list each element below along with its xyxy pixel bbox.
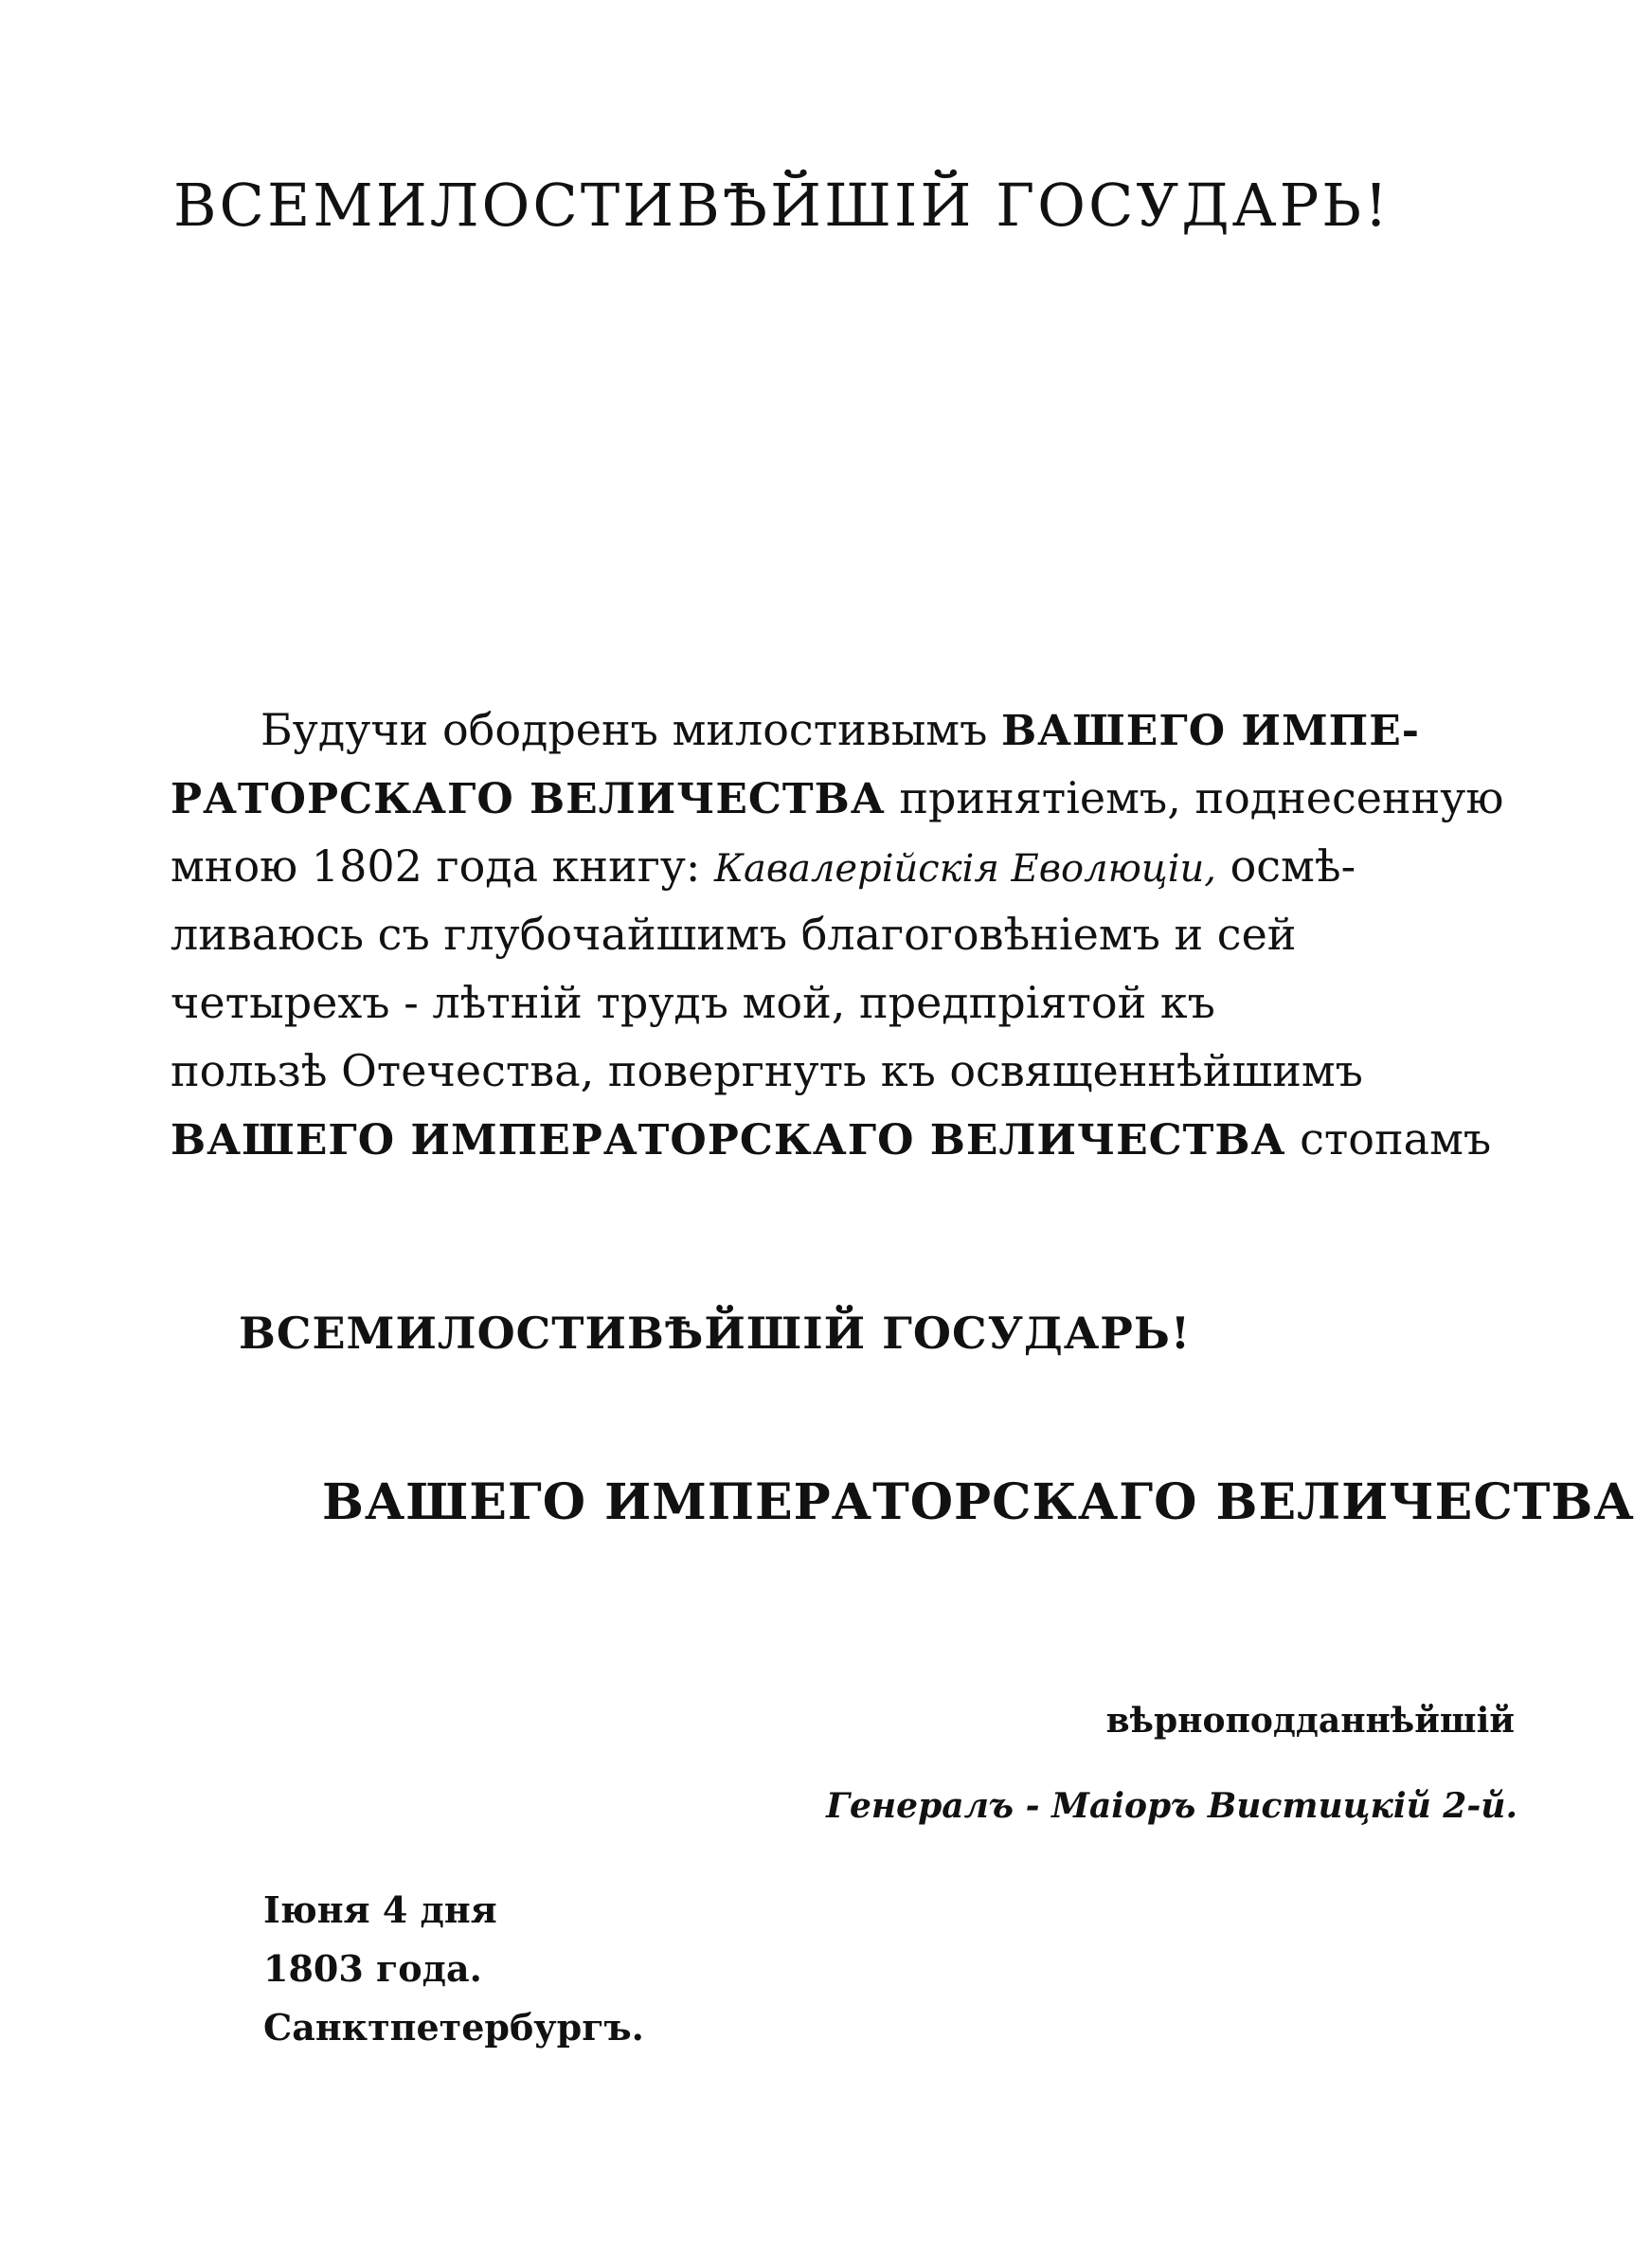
paragraph-segment: ливаюсь съ глубочайшимъ благоговѣніемъ и сей: [171, 909, 1297, 960]
page-heading: ВСЕМИЛОСТИВѢЙШІЙ ГОСУДАРЬ!: [173, 171, 1392, 240]
date-line: Іюня 4 дня: [263, 1888, 497, 1931]
paragraph-segment: ВАШЕГО ИМПЕРАТОРСКАГО ВЕЛИЧЕСТВА: [171, 1116, 1286, 1165]
majesty-line: ВАШЕГО ИМПЕРАТОРСКАГО ВЕЛИЧЕСТВА: [322, 1473, 1635, 1531]
place-line: Санктпетербургъ.: [263, 2006, 644, 2049]
paragraph-line: [171, 906, 1296, 963]
paragraph-segment: пользѣ Отечества, повергнуть къ освященнѣйшимъ: [171, 1045, 1363, 1096]
signature: Генералъ - Маіоръ Вистицкій 2-й.: [826, 1786, 1517, 1826]
paragraph-segment: осмѣ-: [1215, 840, 1356, 892]
paragraph-segment: ВАШЕГО ИМПЕ-: [1000, 707, 1420, 755]
year-line: 1803 года.: [263, 1947, 482, 1990]
paragraph-line: [171, 769, 1503, 828]
paragraph-line: [171, 974, 1215, 1031]
paragraph-line: [171, 1110, 1491, 1169]
paragraph-segment: РАТОРСКАГО ВЕЛИЧЕСТВА: [171, 775, 886, 823]
paragraph-segment: стопамъ: [1285, 1113, 1492, 1165]
paragraph-segment: Будучи ободренъ милостивымъ: [260, 704, 1001, 755]
paragraph-segment: принятіемъ, поднесенную: [885, 772, 1504, 823]
paragraph-segment: мною 1802 года книгу:: [171, 840, 715, 892]
paragraph-line: [260, 701, 1420, 760]
paragraph-line: [171, 838, 1356, 897]
paragraph-segment: Кавалерійскія Еволюціи,: [714, 847, 1216, 891]
paragraph-segment: четырехъ - лѣтній трудъ мой, предпріятой къ: [171, 977, 1215, 1028]
servant-line: вѣрноподданнѣйшій: [1105, 1701, 1515, 1741]
date-place-block: [263, 1881, 644, 2057]
closing-salutation: ВСЕМИЛОСТИВѢЙШІЙ ГОСУДАРЬ!: [239, 1308, 1192, 1359]
paragraph-line: [171, 1042, 1363, 1099]
